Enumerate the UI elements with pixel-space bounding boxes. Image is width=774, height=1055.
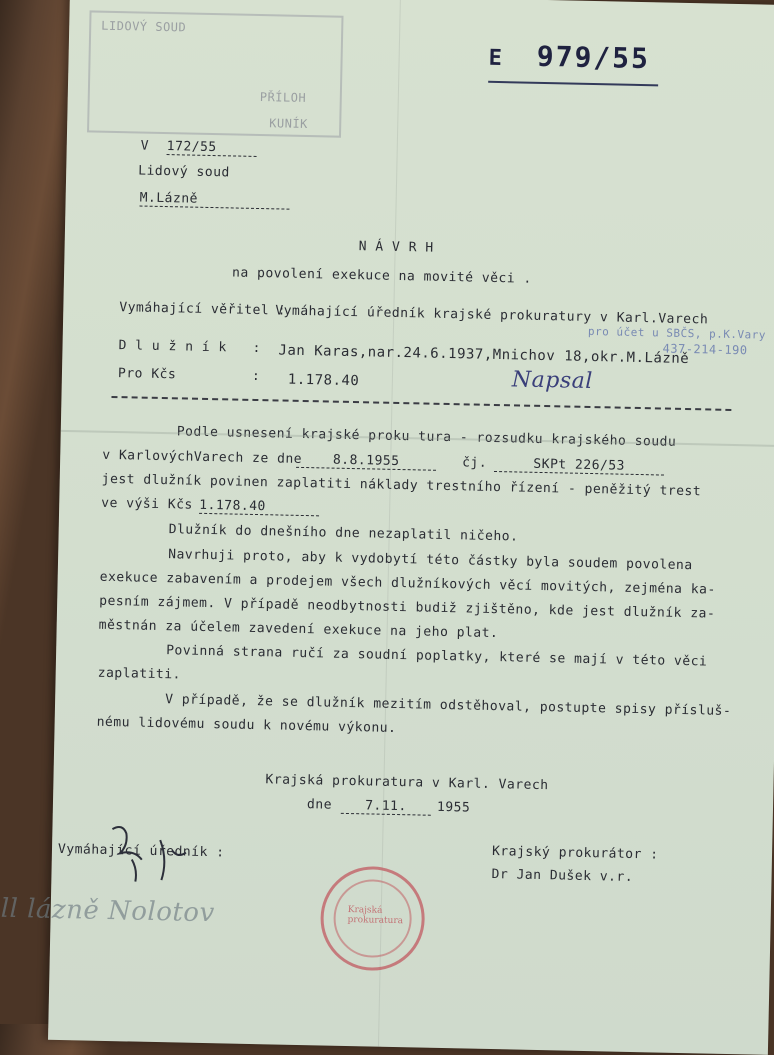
document-subtitle: na povolení exekuce na movité věci . — [231, 265, 532, 287]
right-signature-label: Krajský prokurátor : — [491, 844, 659, 863]
closing-date: 7.11. — [341, 798, 431, 816]
right-signature-name: Dr Jan Dušek v.r. — [491, 867, 634, 885]
judgment-date: 8.8.1955 — [296, 452, 436, 471]
creditor-label: Vymáhající věřitel : — [119, 300, 287, 319]
body-line-13: nému lidovému soudu k novému výkonu. — [96, 714, 397, 736]
seal-text: Krajská prokuratura — [347, 905, 404, 927]
amount-value: 1.178.40 — [287, 371, 360, 390]
cj-label: čj. — [462, 455, 488, 471]
body-line-4-prefix: ve výši Kčs — [101, 495, 193, 513]
fine-amount: 1.178.40 — [199, 498, 319, 517]
stamp-line-1: LIDOVÝ SOUD — [101, 18, 187, 35]
stamp-line-2: PŘÍLOH — [259, 89, 307, 105]
body-line-5: Dlužník do dnešního dne nezaplatil ničeho. — [168, 522, 519, 545]
closing-dne: dne — [306, 797, 333, 813]
body-line-7: exekuce zabavením a prodejem všech dlužníkových věcí movitých, zejména ka- — [99, 569, 716, 598]
amount-handwritten-signature: Napsal — [511, 367, 594, 395]
closing-year: 1955 — [436, 799, 471, 816]
body-line-3: jest dlužník povinen zaplatiti náklady trestního řízení - peněžitý trest — [101, 471, 702, 500]
reference-underline — [488, 81, 658, 87]
body-line-10: Povinná strana ručí za soudní poplatky, které se mají v této věci — [166, 643, 708, 670]
body-line-2-prefix: v KarlovýchVarech ze dne — [102, 447, 303, 467]
case-reference: SKPt 226/53 — [494, 456, 664, 476]
body-line-12: V případě, že se dlužník mezitím odstěhoval, postupte spisy přísluš- — [165, 692, 732, 720]
reference-value: 979/55 — [536, 39, 651, 76]
official-seal — [320, 865, 426, 971]
reference-number — [488, 39, 650, 75]
creditor-account-stamp: 437-214-190 — [662, 341, 748, 358]
amount-label: Pro Kčs — [117, 366, 177, 383]
left-signature-label: Vymáhající úředník : — [57, 841, 225, 861]
reference-prefix: E — [488, 45, 505, 72]
stamp-line-3: KUNÍK — [269, 116, 309, 132]
body-line-11: zaplatiti. — [97, 665, 182, 683]
closing-office: Krajská prokuratura v Karl. Varech — [265, 772, 549, 794]
creditor-value: Vymáhající úředník krajské prokuratury v Karl.Varech — [275, 303, 709, 328]
debtor-colon: : — [252, 340, 262, 357]
body-line-8: pesním zájmem. V případě neodbytnosti budiž zjištěno, kde jest dlužník za- — [99, 593, 716, 622]
court-name: Lidový soud — [138, 163, 230, 181]
left-handwritten-signature — [101, 819, 212, 891]
case-v-number: 172/55 — [167, 139, 257, 157]
body-line-9: městnán za účelem zavedení exekuce na jeho plat. — [98, 617, 499, 642]
document-title: N Á V R H — [358, 239, 434, 256]
debtor-value: Jan Karas,nar.24.6.1937,Mnichov 18,okr.M.Lázně — [278, 342, 690, 368]
debtor-label: D l u ž n í k — [118, 338, 227, 356]
amount-colon: : — [251, 368, 261, 385]
creditor-bank-stamp: pro účet u SBČS, p.K.Vary — [587, 324, 767, 342]
case-v-label: V — [140, 138, 150, 154]
court-place: M.Lázně — [139, 191, 289, 210]
pencil-note: ll lázně Nolotov — [0, 893, 215, 929]
body-line-1: Podle usnesení krajské proku tura - rozsudku krajského soudu — [176, 424, 677, 450]
court-receipt-stamp — [87, 10, 343, 137]
separator-line — [111, 396, 731, 411]
body-line-6: Navrhuji proto, aby k vydobytí této částky byla soudem povolena — [168, 547, 693, 574]
